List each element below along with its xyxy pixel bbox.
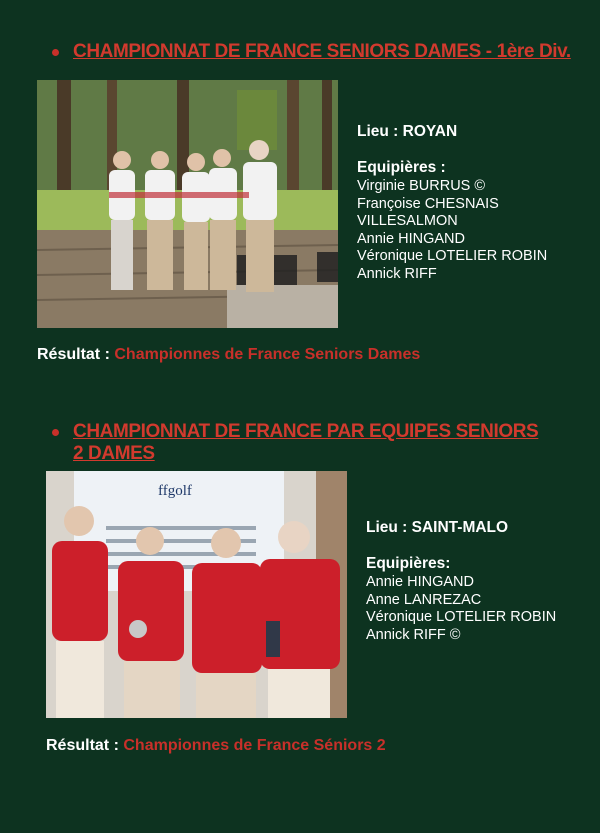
- section-2-heading: [52, 421, 562, 465]
- section-1-title[interactable]: CHAMPIONNAT DE FRANCE SENIORS DAMES - 1ère Div.: [73, 41, 571, 62]
- team-photo-royan: [37, 80, 338, 328]
- section-1-result: [37, 346, 420, 364]
- section-2-title[interactable]: CHAMPIONNAT DE FRANCE PAR EQUIPES SENIORS 2 DAMES: [73, 421, 539, 464]
- team-photo-royan-image: [37, 80, 338, 328]
- section-2-result: [46, 737, 386, 755]
- member-item: Annick RIFF ©: [366, 626, 461, 643]
- result-value: Championnes de France Séniors 2: [123, 737, 386, 754]
- member-item: Annick RIFF: [357, 265, 437, 282]
- member-item: Annie HINGAND: [357, 230, 465, 247]
- section-2-info: [366, 519, 591, 644]
- member-item: Anne LANREZAC: [366, 591, 482, 608]
- bullet-icon: [52, 49, 59, 56]
- section-2-equipieres-label: Equipières:: [366, 554, 451, 572]
- member-item: VILLESALMON: [357, 213, 458, 229]
- result-value: Championnes de France Seniors Dames: [114, 346, 421, 363]
- member-item: Virginie BURRUS ©: [357, 178, 486, 194]
- section-1-equipieres-label: Equipières :: [357, 158, 446, 176]
- section-1-heading: [52, 41, 582, 63]
- section-1-info: [357, 123, 587, 283]
- section-2-lieu: Lieu : SAINT-MALO: [366, 519, 509, 536]
- section-1-lieu: Lieu : ROYAN: [357, 123, 458, 140]
- bullet-icon: [52, 429, 59, 436]
- team-photo-saint-malo-image: [46, 471, 347, 718]
- member-item: Françoise CHESNAIS: [357, 195, 499, 212]
- ffgolf-logo: ffgolf: [158, 483, 192, 499]
- team-photo-saint-malo: [46, 471, 347, 718]
- member-item: Véronique LOTELIER ROBIN: [366, 609, 557, 625]
- result-label: Résultat :: [37, 346, 110, 363]
- result-label: Résultat :: [46, 737, 119, 754]
- member-item: Annie HINGAND: [366, 574, 474, 590]
- member-item: Véronique LOTELIER ROBIN: [357, 248, 548, 264]
